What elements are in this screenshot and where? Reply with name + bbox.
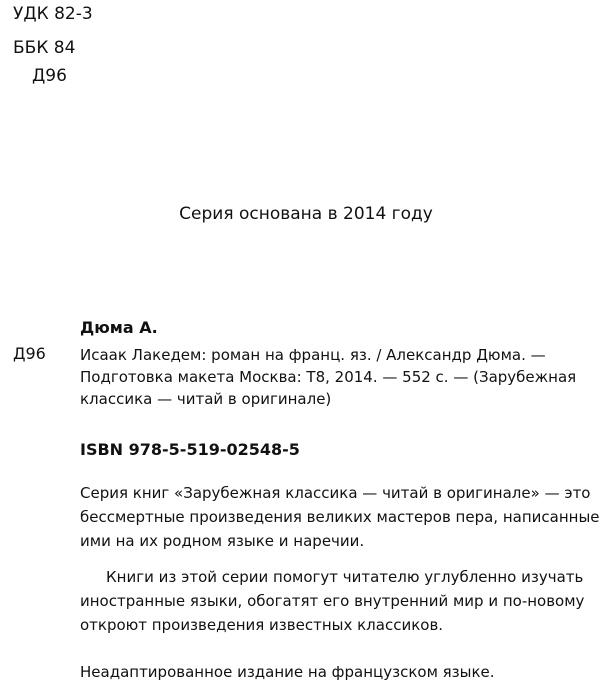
annotation-line: ими на их родном языке и наречии. <box>80 532 365 550</box>
udk-code: УДК 82-3 <box>13 4 93 24</box>
annotation-line: Серия книг «Зарубежная классика — читай в оригинале» — это <box>80 484 591 502</box>
annotation-line: Книги из этой серии помогут читателю углубленно изучать <box>106 568 584 586</box>
isbn: ISBN 978-5-519-02548-5 <box>80 440 300 459</box>
bibliographic-description <box>80 344 596 410</box>
series-note: Серия основана в 2014 году <box>179 204 433 224</box>
description-line: Подготовка макета Москва: Т8, 2014. — 552 с. — (Зарубежная <box>80 368 577 386</box>
record-cipher: Д96 <box>13 344 46 363</box>
annotation-paragraph-1 <box>80 481 600 553</box>
annotation-paragraph-2 <box>80 565 596 637</box>
annotation-line: бессмертные произведения великих мастеров пера, написанные <box>80 508 600 526</box>
annotation-line: иностранные языки, обогатят его внутренний мир и по-новому <box>80 592 585 610</box>
annotation-line: откроют произведения известных классиков. <box>80 616 444 634</box>
description-line: классика — читай в оригинале) <box>80 390 332 408</box>
annotation-line: Неадаптированное издание на французском языке. <box>80 663 495 681</box>
bbk-code: ББК 84 <box>13 38 76 58</box>
description-line: Исаак Лакедем: роман на франц. яз. / Александр Дюма. — <box>80 346 546 364</box>
annotation-paragraph-3 <box>80 660 596 684</box>
record-author: Дюма А. <box>80 318 158 337</box>
author-cipher: Д96 <box>32 66 67 86</box>
